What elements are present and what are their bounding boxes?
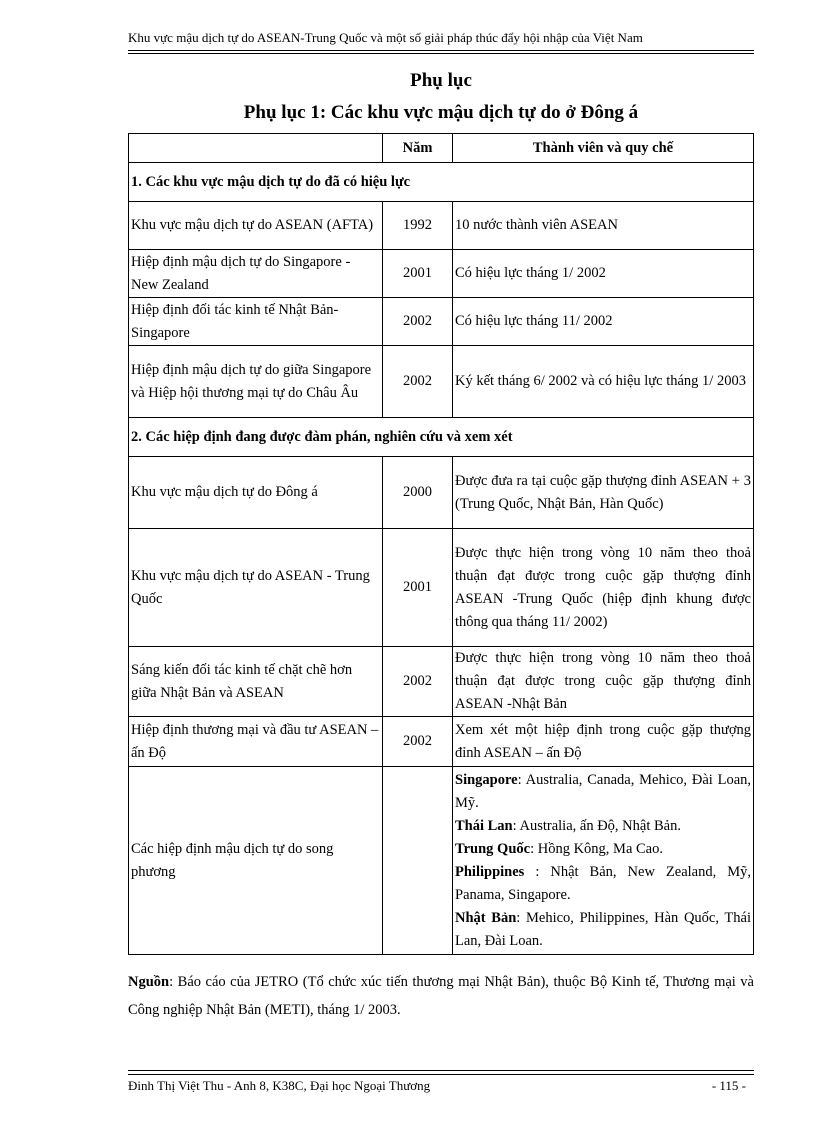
section-title: 2. Các hiệp định đang được đàm phán, nghiên cứu và xem xét xyxy=(129,418,754,457)
header-members: Thành viên và quy chế xyxy=(453,134,754,163)
agreement-desc: Có hiệu lực tháng 1/ 2002 xyxy=(453,250,754,298)
agreement-desc: Được đưa ra tại cuộc gặp thượng đỉnh ASEAN + 3 (Trung Quốc, Nhật Bản, Hàn Quốc) xyxy=(453,457,754,529)
agreement-name: Hiệp định mậu dịch tự do giữa Singapore và Hiệp hội thương mại tự do Châu Âu xyxy=(129,346,383,418)
bilateral-country: Singapore xyxy=(455,771,518,788)
page-title: Phụ lục xyxy=(410,70,472,91)
source-label: Nguồn xyxy=(128,974,170,990)
agreement-desc: 10 nước thành viên ASEAN xyxy=(453,202,754,250)
agreement-year: 2002 xyxy=(383,647,453,717)
agreement-name: Khu vực mậu dịch tự do Đông á xyxy=(129,457,383,529)
bilateral-entry xyxy=(455,838,751,861)
bilateral-partners: Nhật Bản, New Zealand, Mỹ, Panama, Singapore. xyxy=(455,863,752,903)
agreement-year: 2001 xyxy=(383,529,453,647)
table-row xyxy=(129,250,754,298)
agreement-year xyxy=(383,767,453,955)
agreement-year: 2002 xyxy=(383,717,453,767)
agreement-year: 2002 xyxy=(383,346,453,418)
agreement-year: 2001 xyxy=(383,250,453,298)
agreement-name: Hiệp định mậu dịch tự do Singapore - New Zealand xyxy=(129,250,383,298)
table-row xyxy=(129,529,754,647)
bilateral-sep: : xyxy=(517,771,526,788)
appendix-title: Phụ lục 1: Các khu vực mậu dịch tự do ở Đông á xyxy=(243,102,639,123)
page-number: - 115 - xyxy=(711,1078,746,1093)
bilateral-sep: : xyxy=(512,817,520,834)
agreement-desc: Có hiệu lực tháng 11/ 2002 xyxy=(453,298,754,346)
bilateral-entry xyxy=(455,769,751,815)
bilateral-country: Philippines xyxy=(455,863,525,880)
source-text: : Báo cáo của JETRO (Tổ chức xúc tiến thương mại Nhật Bản), thuộc Bộ Kinh tế, Thương mại và Công nghiệp Nhật Bản (METI), tháng 1/ 2003. xyxy=(128,974,754,1018)
agreement-name: Các hiệp định mậu dịch tự do song phương xyxy=(129,767,383,955)
bilateral-partners: Australia, Canada, Mehico, Đài Loan, Mỹ. xyxy=(455,771,752,811)
bilateral-entry xyxy=(455,815,751,838)
table-row xyxy=(129,767,754,955)
agreement-name: Hiệp định thương mại và đầu tư ASEAN – ấn Độ xyxy=(129,717,383,767)
section-row xyxy=(129,163,754,202)
table-row xyxy=(129,346,754,418)
bilateral-country: Trung Quốc xyxy=(455,840,531,857)
agreement-year: 1992 xyxy=(383,202,453,250)
page-header: Khu vực mậu dịch tự do ASEAN-Trung Quốc và một số giải pháp thúc đẩy hội nhập của Việt Nam xyxy=(128,30,754,51)
table-row xyxy=(129,202,754,250)
bilateral-partners: Hồng Kông, Ma Cao. xyxy=(537,840,663,857)
bilateral-entry xyxy=(455,907,751,953)
agreement-name: Khu vực mậu dịch tự do ASEAN (AFTA) xyxy=(129,202,383,250)
bilateral-sep: : xyxy=(516,909,526,926)
agreement-name: Khu vực mậu dịch tự do ASEAN - Trung Quốc xyxy=(129,529,383,647)
bilateral-partners: Australia, ấn Độ, Nhật Bản. xyxy=(519,817,681,834)
table-row xyxy=(129,457,754,529)
bilateral-sep: : xyxy=(530,840,538,857)
agreement-desc: Được thực hiện trong vòng 10 năm theo thoả thuận đạt được trong cuộc gặp thượng đỉnh ASEAN -Nhật Bản xyxy=(453,647,754,717)
header-blank xyxy=(129,134,383,163)
section-row xyxy=(129,418,754,457)
bilateral-partners: Mehico, Philippines, Hàn Quốc, Thái Lan, Đài Loan. xyxy=(455,909,751,949)
fta-table xyxy=(128,133,754,955)
agreement-desc: Ký kết tháng 6/ 2002 và có hiệu lực tháng 1/ 2003 xyxy=(453,346,754,418)
agreement-name: Hiệp định đối tác kinh tế Nhật Bản-Singapore xyxy=(129,298,383,346)
table-row xyxy=(129,298,754,346)
bilateral-country: Nhật Bản xyxy=(455,909,517,926)
agreement-year: 2002 xyxy=(383,298,453,346)
agreement-desc: Xem xét một hiệp định trong cuộc gặp thượng đỉnh ASEAN – ấn Độ xyxy=(453,717,754,767)
section-title: 1. Các khu vực mậu dịch tự do đã có hiệu lực xyxy=(129,163,754,202)
footer-author: Đinh Thị Việt Thu - Anh 8, K38C, Đại học Ngoại Thương xyxy=(128,1078,431,1093)
agreement-year: 2000 xyxy=(383,457,453,529)
agreement-name: Sáng kiến đối tác kinh tế chặt chẽ hơn giữa Nhật Bản và ASEAN xyxy=(129,647,383,717)
table-header-row xyxy=(129,134,754,163)
table-row xyxy=(129,647,754,717)
bilateral-entry xyxy=(455,861,751,907)
bilateral-sep: : xyxy=(524,863,551,880)
table-row xyxy=(129,717,754,767)
agreement-desc: Được thực hiện trong vòng 10 năm theo thoả thuận đạt được trong cuộc gặp thượng đỉnh ASEAN -Trung Quốc (hiệp định khung được thông qua tháng 11/ 2002) xyxy=(453,529,754,647)
bilateral-country: Thái Lan xyxy=(455,817,513,834)
bilateral-list xyxy=(453,767,754,955)
header-year: Năm xyxy=(383,134,453,163)
source-note xyxy=(128,968,754,1024)
page-footer xyxy=(128,1074,754,1094)
